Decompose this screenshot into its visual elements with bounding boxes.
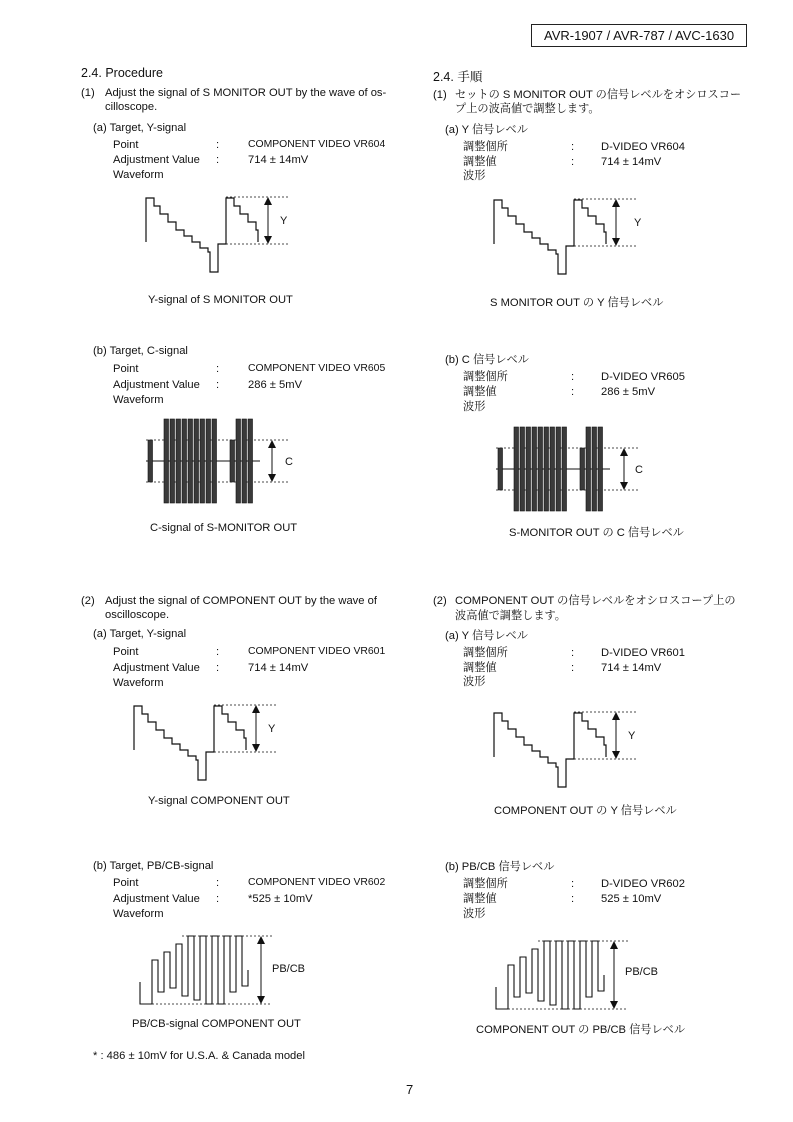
a2-caption-ja: COMPONENT OUT の Y 信号レベル xyxy=(494,805,677,817)
c-burst-bar xyxy=(182,419,187,503)
y-waveform-component-en xyxy=(128,698,288,788)
b2-point-value-ja: D-VIDEO VR602 xyxy=(601,878,685,890)
a2-waveform-label-ja: 波形 xyxy=(463,676,486,688)
b2-adj-colon-en: : xyxy=(216,893,220,905)
a1-point-value-ja: D-VIDEO VR604 xyxy=(601,141,685,153)
step1-number-en: (1) xyxy=(81,87,95,99)
target-a2-title-ja: (a) Y 信号レベル xyxy=(445,630,528,642)
b1-adj-colon-en: : xyxy=(216,379,220,391)
step2-number-en: (2) xyxy=(81,595,95,607)
target-b2-title-ja: (b) PB/CB 信号レベル xyxy=(445,861,555,873)
c-burst-bar xyxy=(248,419,253,503)
a2-adj-colon-ja: : xyxy=(571,662,575,674)
b2-adj-value-ja: 525 ± 10mV xyxy=(601,893,662,905)
b1-point-colon-ja: : xyxy=(571,371,575,383)
c-burst-bar xyxy=(532,427,537,511)
c-burst-bar xyxy=(598,427,603,511)
b1-adj-value-en: 286 ± 5mV xyxy=(248,379,303,391)
a1-adj-value-en: 714 ± 14mV xyxy=(248,154,309,166)
b2-adj-colon-ja: : xyxy=(571,893,575,905)
c-burst-bar xyxy=(586,427,591,511)
c-burst-bar xyxy=(212,419,217,503)
a1-caption-ja: S MONITOR OUT の Y 信号レベル xyxy=(490,297,664,309)
a2-adj-value-ja: 714 ± 14mV xyxy=(601,662,662,674)
target-b1-title-ja: (b) C 信号レベル xyxy=(445,354,529,366)
c-burst-bar xyxy=(520,427,525,511)
c-burst-bar xyxy=(538,427,543,511)
b2-adj-value-en: *525 ± 10mV xyxy=(248,893,313,905)
pb-cb-waveform-component-ja xyxy=(488,935,668,1015)
step2-line1-en: Adjust the signal of COMPONENT OUT by the wave of xyxy=(105,595,377,607)
a2-point-colon-ja: : xyxy=(571,647,575,659)
target-a1-title-ja: (a) Y 信号レベル xyxy=(445,124,528,136)
c-burst-bar xyxy=(170,419,175,503)
y-marker-label: Y xyxy=(268,723,276,735)
b2-point-colon-en: : xyxy=(216,877,220,889)
b1-caption-en: C-signal of S-MONITOR OUT xyxy=(150,522,298,534)
b1-adj-label-ja: 調整値 xyxy=(463,386,497,398)
y-marker-label: Y xyxy=(628,730,636,742)
b1-point-value-en: COMPONENT VIDEO VR605 xyxy=(248,363,386,374)
a1-waveform-label-en: Waveform xyxy=(113,169,164,181)
b1-point-label-en: Point xyxy=(113,363,139,375)
y-waveform-s-monitor-ja xyxy=(488,192,648,282)
step1-line2-ja: プ上の波高値で調整します。 xyxy=(455,103,600,115)
b1-adj-value-ja: 286 ± 5mV xyxy=(601,386,656,398)
c-burst-bar xyxy=(206,419,211,503)
step1-line1-en: Adjust the signal of S MONITOR OUT by the wave of os- xyxy=(105,87,387,99)
a2-adj-colon-en: : xyxy=(216,662,220,674)
a2-point-colon-en: : xyxy=(216,646,220,658)
b2-point-value-en: COMPONENT VIDEO VR602 xyxy=(248,877,386,888)
b2-caption-en: PB/CB-signal COMPONENT OUT xyxy=(132,1018,301,1030)
a1-adj-label-ja: 調整値 xyxy=(463,156,497,168)
c-marker-label: C xyxy=(285,456,293,468)
a1-point-label-ja: 調整個所 xyxy=(463,141,508,153)
c-waveform-s-monitor-en xyxy=(140,412,300,508)
c-burst-bar xyxy=(544,427,549,511)
b1-waveform-label-ja: 波形 xyxy=(463,401,486,413)
c-burst-bar xyxy=(194,419,199,503)
b1-point-value-ja: D-VIDEO VR605 xyxy=(601,371,685,383)
a2-caption-en: Y-signal COMPONENT OUT xyxy=(148,795,290,807)
b1-point-colon-en: : xyxy=(216,363,220,375)
c-burst-bar xyxy=(242,419,247,503)
b2-caption-ja: COMPONENT OUT の PB/CB 信号レベル xyxy=(476,1024,686,1036)
a2-point-label-ja: 調整個所 xyxy=(463,647,508,659)
a1-point-colon-en: : xyxy=(216,139,220,151)
section-heading-en: 2.4. Procedure xyxy=(81,66,163,80)
a2-waveform-label-en: Waveform xyxy=(113,677,164,689)
b2-adj-label-ja: 調整値 xyxy=(463,893,497,905)
target-a2-title-en: (a) Target, Y-signal xyxy=(93,628,187,640)
b1-waveform-label-en: Waveform xyxy=(113,394,164,406)
a1-adj-label-en: Adjustment Value xyxy=(113,154,200,166)
a1-adj-colon-ja: : xyxy=(571,156,575,168)
target-b2-title-en: (b) Target, PB/CB-signal xyxy=(93,860,214,872)
step1-line1-ja: セットの S MONITOR OUT の信号レベルをオシロスコー xyxy=(455,89,742,101)
pb-cb-waveform-component-en xyxy=(132,930,312,1010)
b2-point-label-en: Point xyxy=(113,877,139,889)
b2-point-colon-ja: : xyxy=(571,878,575,890)
section-heading-ja: 2.4. 手順 xyxy=(433,70,483,84)
y-waveform-component-ja xyxy=(488,705,648,795)
step2-line1-ja: COMPONENT OUT の信号レベルをオシロスコープ上の xyxy=(455,595,736,607)
step1-number-ja: (1) xyxy=(433,89,447,101)
c-marker-label: C xyxy=(635,464,643,476)
b2-point-label-ja: 調整個所 xyxy=(463,878,508,890)
a2-point-label-en: Point xyxy=(113,646,139,658)
c-burst-bar xyxy=(236,419,241,503)
b1-adj-label-en: Adjustment Value xyxy=(113,379,200,391)
pb-cb-marker-label: PB/CB xyxy=(625,966,659,978)
c-burst-bar xyxy=(550,427,555,511)
a1-point-colon-ja: : xyxy=(571,141,575,153)
page-number: 7 xyxy=(406,1082,414,1097)
footnote-en: * : 486 ± 10mV for U.S.A. & Canada model xyxy=(93,1050,305,1062)
c-burst-bar xyxy=(580,448,585,490)
c-burst-bar xyxy=(164,419,169,503)
a1-caption-en: Y-signal of S MONITOR OUT xyxy=(148,294,293,306)
c-burst-bar xyxy=(592,427,597,511)
step2-number-ja: (2) xyxy=(433,595,447,607)
c-burst-bar xyxy=(514,427,519,511)
a2-adj-label-en: Adjustment Value xyxy=(113,662,200,674)
a2-adj-label-ja: 調整値 xyxy=(463,662,497,674)
a2-point-value-ja: D-VIDEO VR601 xyxy=(601,647,685,659)
target-a1-title-en: (a) Target, Y-signal xyxy=(93,122,187,134)
a1-adj-colon-en: : xyxy=(216,154,220,166)
c-burst-bar xyxy=(176,419,181,503)
a1-waveform-label-ja: 波形 xyxy=(463,170,486,182)
b2-waveform-label-ja: 波形 xyxy=(463,908,486,920)
target-b1-title-en: (b) Target, C-signal xyxy=(93,345,188,357)
a2-adj-value-en: 714 ± 14mV xyxy=(248,662,309,674)
b1-caption-ja: S-MONITOR OUT の C 信号レベル xyxy=(509,527,684,539)
c-burst-bar xyxy=(200,419,205,503)
y-marker-label: Y xyxy=(634,217,642,229)
c-burst-bar xyxy=(498,448,503,490)
model-header: AVR-1907 / AVR-787 / AVC-1630 xyxy=(544,28,735,43)
c-waveform-s-monitor-ja xyxy=(490,420,650,516)
c-burst-bar xyxy=(556,427,561,511)
step2-line2-en: oscilloscope. xyxy=(105,609,170,621)
step1-line2-en: cilloscope. xyxy=(105,101,158,113)
c-burst-bar xyxy=(230,440,235,482)
y-waveform-s-monitor-en xyxy=(140,190,300,280)
y-marker-label: Y xyxy=(280,215,288,227)
pb-cb-marker-label: PB/CB xyxy=(272,963,306,975)
b2-waveform-label-en: Waveform xyxy=(113,908,164,920)
c-burst-bar xyxy=(526,427,531,511)
a1-point-value-en: COMPONENT VIDEO VR604 xyxy=(248,139,386,150)
c-burst-bar xyxy=(148,440,153,482)
a2-point-value-en: COMPONENT VIDEO VR601 xyxy=(248,646,386,657)
b1-adj-colon-ja: : xyxy=(571,386,575,398)
b1-point-label-ja: 調整個所 xyxy=(463,371,508,383)
a1-adj-value-ja: 714 ± 14mV xyxy=(601,156,662,168)
b2-adj-label-en: Adjustment Value xyxy=(113,893,200,905)
c-burst-bar xyxy=(562,427,567,511)
c-burst-bar xyxy=(188,419,193,503)
step2-line2-ja: 波高値で調整します。 xyxy=(455,610,566,622)
model-header-box xyxy=(531,24,747,47)
a1-point-label-en: Point xyxy=(113,139,139,151)
